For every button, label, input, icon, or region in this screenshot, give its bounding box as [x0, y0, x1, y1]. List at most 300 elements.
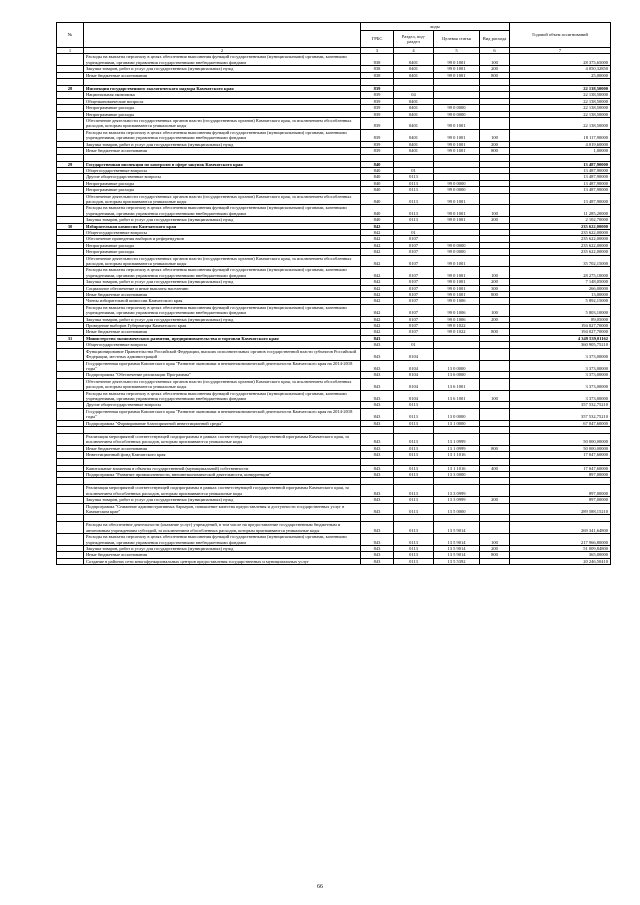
- row-grbs-cell: 843: [361, 360, 394, 372]
- row-name-cell: Обеспечение деятельности государственных органов власти (государственных органов) Камчатского края, за исключением обособленных расходов, которым присваиваются уникальные коды: [84, 193, 361, 205]
- row-name-cell: Непрограммные расходы: [84, 242, 361, 248]
- row-razdel-cell: 0107: [394, 323, 434, 329]
- row-cs-cell: 99 0 0000: [434, 242, 480, 248]
- row-cs-cell: 13 0 0000: [434, 360, 480, 372]
- row-num-cell: [57, 118, 84, 130]
- row-vr-cell: 200: [480, 141, 510, 147]
- budget-table-sheet: [56, 22, 610, 565]
- row-name-cell: Инвестиционный фонд Камчатского края: [84, 452, 361, 458]
- row-amount-cell: 13,00000: [510, 292, 611, 298]
- table-row: [57, 558, 611, 564]
- row-cs-cell: 99 0 1022: [434, 329, 480, 335]
- row-amount-cell: 289 588,15210: [510, 503, 611, 515]
- row-razdel-cell: 0113: [394, 452, 434, 458]
- row-name-cell: Иные бюджетные ассигнования: [84, 292, 361, 298]
- row-vr-cell: [480, 485, 510, 497]
- row-name-cell: Общегосударственные вопросы: [84, 167, 361, 173]
- row-name-cell: Закупка товаров, работ и услуг для государственных (муниципальных) нужд: [84, 316, 361, 322]
- row-amount-cell: 897,00000: [510, 472, 611, 478]
- row-name-cell: Подпрограмма "Формирование благоприятной инвестиционной среды": [84, 420, 361, 426]
- row-amount-cell: 13 487,90000: [510, 180, 611, 186]
- row-grbs-cell: 843: [361, 546, 394, 552]
- row-razdel-cell: 0401: [394, 111, 434, 117]
- row-num-cell: [57, 515, 84, 522]
- row-name-cell: Обеспечение деятельности государственных органов власти (государственных органов) Камчатского края, за исключением обособленных расходов, которым присваиваются уникальные коды: [84, 378, 361, 390]
- row-vr-cell: 800: [480, 552, 510, 558]
- row-razdel-cell: [394, 154, 434, 161]
- row-name-cell: [84, 515, 361, 522]
- row-razdel-cell: 0113: [394, 465, 434, 471]
- row-name-cell: Инспекция государственного экологического надзора Камчатского края: [84, 86, 361, 92]
- row-razdel-cell: 0113: [394, 445, 434, 451]
- row-amount-cell: 897,00000: [510, 485, 611, 497]
- row-grbs-cell: 839: [361, 92, 394, 98]
- header-name: Наименование: [84, 23, 361, 48]
- row-razdel-cell: 0113: [394, 522, 434, 534]
- row-name-cell: Расходы на выплаты персоналу в целях обеспечения выполнения функций государственными (муниципальными) органами, казенными учреждениями, органами управления государственными внебюджетными фондами: [84, 205, 361, 217]
- row-name-cell: Закупка товаров, работ и услуг для государственных (муниципальных) нужд: [84, 217, 361, 223]
- row-amount-cell: 4 019,60000: [510, 141, 611, 147]
- row-cs-cell: [434, 426, 480, 433]
- row-name-cell: Национальная экономика: [84, 92, 361, 98]
- row-grbs-cell: 842: [361, 292, 394, 298]
- row-cs-cell: [434, 515, 480, 522]
- table-row: [57, 515, 611, 522]
- row-vr-cell: 800: [480, 148, 510, 154]
- row-razdel-cell: 0107: [394, 292, 434, 298]
- row-grbs-cell: 843: [361, 342, 394, 348]
- row-grbs-cell: 843: [361, 522, 394, 534]
- row-amount-cell: 235 622,00000: [510, 229, 611, 235]
- row-amount-cell: 3 373,00000: [510, 372, 611, 378]
- row-razdel-cell: 0104: [394, 378, 434, 390]
- row-cs-cell: 13 3 0000: [434, 472, 480, 478]
- row-name-cell: Непрограммные расходы: [84, 111, 361, 117]
- row-amount-cell: 357 532,75210: [510, 408, 611, 420]
- row-amount-cell: 20 246,50410: [510, 558, 611, 564]
- table-row: [57, 503, 611, 515]
- row-grbs-cell: 843: [361, 433, 394, 445]
- row-name-cell: Реализация мероприятий соответствующей подпрограммы в рамках соответствующей государственной программы Камчатского края, за исключением обособленных расходов, которым присваиваются уникальные коды: [84, 485, 361, 497]
- row-amount-cell: 235 622,00000: [510, 236, 611, 242]
- row-vr-cell: 200: [480, 279, 510, 285]
- row-grbs-cell: [361, 458, 394, 465]
- row-num-cell: [57, 534, 84, 546]
- row-name-cell: Расходы на выплаты персоналу в целях обеспечения выполнения функций государственными (муниципальными) органами, казенными учреждениями, органами управления государственными внебюджетными фондами: [84, 129, 361, 141]
- row-grbs-cell: 840: [361, 193, 394, 205]
- row-grbs-cell: 843: [361, 465, 394, 471]
- row-razdel-cell: 0401: [394, 72, 434, 78]
- row-amount-cell: 365,00000: [510, 552, 611, 558]
- row-vr-cell: [480, 522, 510, 534]
- row-name-cell: Подпрограмма "Обеспечение реализации Программы": [84, 372, 361, 378]
- row-grbs-cell: 842: [361, 298, 394, 304]
- row-grbs-cell: 843: [361, 552, 394, 558]
- table-row: [57, 54, 611, 66]
- table-row: [57, 348, 611, 360]
- row-amount-cell: 17 047,60000: [510, 452, 611, 458]
- row-amount-cell: [510, 478, 611, 485]
- row-grbs-cell: 839: [361, 111, 394, 117]
- table-row: [57, 118, 611, 130]
- row-name-cell: Закупка товаров, работ и услуг для государственных (муниципальных) нужд: [84, 546, 361, 552]
- row-grbs-cell: 842: [361, 223, 394, 229]
- row-amount-cell: 11 285,20000: [510, 205, 611, 217]
- row-amount-cell: 22 138,50000: [510, 92, 611, 98]
- row-num-cell: [57, 255, 84, 267]
- row-razdel-cell: 0113: [394, 546, 434, 552]
- row-name-cell: Расходы на выплаты персоналу в целях обеспечения выполнения функций государственными (муниципальными) органами, казенными учреждениями, органами управления государственными внебюджетными фондами: [84, 54, 361, 66]
- row-cs-cell: 13 1 1016: [434, 465, 480, 471]
- row-amount-cell: 67 047,60000: [510, 420, 611, 426]
- row-amount-cell: 17 047,60000: [510, 465, 611, 471]
- row-grbs-cell: [361, 515, 394, 522]
- row-name-cell: [84, 426, 361, 433]
- row-razdel-cell: 0113: [394, 217, 434, 223]
- row-vr-cell: [480, 478, 510, 485]
- row-razdel-cell: 0401: [394, 129, 434, 141]
- row-cs-cell: 99 0 0000: [434, 180, 480, 186]
- row-name-cell: Общегосударственные вопросы: [84, 229, 361, 235]
- row-vr-cell: [480, 193, 510, 205]
- row-grbs-cell: 842: [361, 323, 394, 329]
- row-amount-cell: 3 373,00000: [510, 378, 611, 390]
- colnum: 4: [394, 48, 434, 54]
- row-name-cell: Государственная инспекция по контролю в сфере закупок Камчатского края: [84, 161, 361, 167]
- row-grbs-cell: 842: [361, 316, 394, 322]
- row-cs-cell: 99 0 1001: [434, 292, 480, 298]
- row-grbs-cell: 839: [361, 141, 394, 147]
- table-row: [57, 390, 611, 402]
- row-amount-cell: [510, 515, 611, 522]
- row-num-cell: [57, 458, 84, 465]
- row-num-cell: [57, 485, 84, 497]
- row-amount-cell: 22 138,50000: [510, 98, 611, 104]
- row-amount-cell: 266,00000: [510, 285, 611, 291]
- row-cs-cell: 99 0 1001: [434, 118, 480, 130]
- row-grbs-cell: 843: [361, 558, 394, 564]
- row-name-cell: Проведение выборов Губернатора Камчатского края: [84, 323, 361, 329]
- table-row: [57, 408, 611, 420]
- row-name-cell: Подпрограмма "Снижение административных барьеров, повышение качества предоставления и доступности государственных услуг в Камчатском крае": [84, 503, 361, 515]
- row-cs-cell: [434, 154, 480, 161]
- row-grbs-cell: 842: [361, 236, 394, 242]
- row-vr-cell: 100: [480, 129, 510, 141]
- row-grbs-cell: 843: [361, 503, 394, 515]
- row-cs-cell: 13 1 0999: [434, 433, 480, 445]
- row-amount-cell: 50 000,00000: [510, 433, 611, 445]
- row-num-cell: [57, 433, 84, 445]
- row-name-cell: Реализация мероприятий соответствующей подпрограммы в рамках соответствующей государственной программы Камчатского края, за исключением обособленных расходов, которым присваиваются уникальные коды: [84, 433, 361, 445]
- row-amount-cell: 360 905,75210: [510, 342, 611, 348]
- row-cs-cell: 99 0 1001: [434, 193, 480, 205]
- row-name-cell: Общеэкономические вопросы: [84, 98, 361, 104]
- row-razdel-cell: 0401: [394, 66, 434, 72]
- row-grbs-cell: 843: [361, 335, 394, 341]
- header-num: №: [57, 23, 84, 48]
- row-amount-cell: 235 622,00000: [510, 249, 611, 255]
- row-razdel-cell: 0107: [394, 249, 434, 255]
- row-grbs-cell: 840: [361, 161, 394, 167]
- row-amount-cell: 3 373,00000: [510, 390, 611, 402]
- row-razdel-cell: 0113: [394, 174, 434, 180]
- row-razdel-cell: 0107: [394, 279, 434, 285]
- row-grbs-cell: 842: [361, 279, 394, 285]
- row-razdel-cell: 01: [394, 229, 434, 235]
- table-row: [57, 255, 611, 267]
- page-number: 66: [317, 884, 323, 890]
- row-name-cell: Закупка товаров, работ и услуг для государственных (муниципальных) нужд: [84, 141, 361, 147]
- row-razdel-cell: 0104: [394, 348, 434, 360]
- row-amount-cell: 194 027,70000: [510, 329, 611, 335]
- row-razdel-cell: 0107: [394, 242, 434, 248]
- row-razdel-cell: 0113: [394, 408, 434, 420]
- table-row: [57, 478, 611, 485]
- row-amount-cell: 897,00000: [510, 497, 611, 503]
- table-row: [57, 433, 611, 445]
- row-name-cell: [84, 154, 361, 161]
- colnum: 7: [510, 48, 611, 54]
- row-grbs-cell: 840: [361, 205, 394, 217]
- row-razdel-cell: 0107: [394, 267, 434, 279]
- table-row: [57, 378, 611, 390]
- colnum: 3: [361, 48, 394, 54]
- row-grbs-cell: 843: [361, 472, 394, 478]
- table-row: [57, 129, 611, 141]
- row-amount-cell: 13 487,90000: [510, 193, 611, 205]
- row-razdel-cell: [394, 458, 434, 465]
- row-cs-cell: [434, 478, 480, 485]
- row-vr-cell: [480, 433, 510, 445]
- row-cs-cell: 99 0 1001: [434, 255, 480, 267]
- table-row: [57, 458, 611, 465]
- row-vr-cell: 200: [480, 546, 510, 552]
- row-vr-cell: 100: [480, 205, 510, 217]
- row-razdel-cell: 0107: [394, 255, 434, 267]
- row-cs-cell: 13 0 0000: [434, 408, 480, 420]
- row-cs-cell: 13 3 0999: [434, 497, 480, 503]
- row-cs-cell: 13 5 0000: [434, 503, 480, 515]
- row-vr-cell: [480, 378, 510, 390]
- row-grbs-cell: 843: [361, 497, 394, 503]
- row-grbs-cell: 839: [361, 148, 394, 154]
- row-cs-cell: 99 0 1001: [434, 129, 480, 141]
- row-vr-cell: [480, 515, 510, 522]
- row-cs-cell: 99 0 1006: [434, 298, 480, 304]
- colnum: 6: [480, 48, 510, 54]
- row-amount-cell: 5 803,10000: [510, 304, 611, 316]
- row-name-cell: Расходы на выплаты персоналу в целях обеспечения выполнения функций государственными (муниципальными) органами, казенными учреждениями, органами управления государственными внебюджетными фондами: [84, 390, 361, 402]
- row-name-cell: Создание в районах сети многофункциональных центров предоставления государственных и муниципальных услуг: [84, 558, 361, 564]
- row-vr-cell: [480, 348, 510, 360]
- row-num-cell: [57, 378, 84, 390]
- row-num-cell: 31: [57, 335, 84, 341]
- row-name-cell: Иные бюджетные ассигнования: [84, 329, 361, 335]
- row-vr-cell: 100: [480, 54, 510, 66]
- row-name-cell: Обеспечение деятельности государственных органов власти (государственных органов) Камчатского края, за исключением обособленных расходов, которым присваиваются уникальные коды: [84, 255, 361, 267]
- table-row: [57, 193, 611, 205]
- row-name-cell: Государственная программа Камчатского края "Развитие экономики и внешнеэкономической деятельности Камчатского края на 2014-2018 годы": [84, 408, 361, 420]
- row-grbs-cell: [361, 426, 394, 433]
- row-grbs-cell: 840: [361, 167, 394, 173]
- row-cs-cell: 99 0 1001: [434, 267, 480, 279]
- row-amount-cell: 22 138,50000: [510, 118, 611, 130]
- row-vr-cell: 200: [480, 66, 510, 72]
- row-cs-cell: 99 0 1001: [434, 285, 480, 291]
- header-kody: коды: [361, 23, 510, 31]
- row-amount-cell: 7 148,05000: [510, 279, 611, 285]
- row-num-cell: [57, 503, 84, 515]
- row-grbs-cell: 840: [361, 217, 394, 223]
- row-grbs-cell: 840: [361, 187, 394, 193]
- row-grbs-cell: [361, 154, 394, 161]
- row-grbs-cell: 842: [361, 229, 394, 235]
- row-amount-cell: 35 702,15000: [510, 255, 611, 267]
- row-cs-cell: [434, 458, 480, 465]
- row-grbs-cell: 843: [361, 390, 394, 402]
- row-cs-cell: 99 0 0000: [434, 105, 480, 111]
- row-cs-cell: 99 0 1022: [434, 323, 480, 329]
- row-vr-cell: 100: [480, 390, 510, 402]
- row-vr-cell: 800: [480, 72, 510, 78]
- row-grbs-cell: 843: [361, 420, 394, 426]
- row-num-cell: [57, 348, 84, 360]
- row-num-cell: [57, 79, 84, 86]
- row-amount-cell: 50 000,00000: [510, 445, 611, 451]
- row-amount-cell: [510, 79, 611, 86]
- row-num-cell: [57, 154, 84, 161]
- row-num-cell: [57, 558, 84, 564]
- row-razdel-cell: 01: [394, 342, 434, 348]
- row-razdel-cell: 01: [394, 167, 434, 173]
- row-razdel-cell: 0113: [394, 485, 434, 497]
- row-cs-cell: 13 5 9014: [434, 534, 480, 546]
- row-cs-cell: 13 1 0999: [434, 445, 480, 451]
- row-name-cell: Государственная программа Камчатского края "Развитие экономики и внешнеэкономической деятельности Камчатского края на 2014-2018 годы": [84, 360, 361, 372]
- row-vr-cell: 100: [480, 534, 510, 546]
- row-vr-cell: [480, 154, 510, 161]
- row-cs-cell: [434, 348, 480, 360]
- row-cs-cell: 99 0 1001: [434, 141, 480, 147]
- table-row: [57, 485, 611, 497]
- row-name-cell: Непрограммные расходы: [84, 180, 361, 186]
- row-vr-cell: 200: [480, 497, 510, 503]
- header-total: Годовой объем ассигнований: [510, 23, 611, 48]
- row-razdel-cell: 0104: [394, 390, 434, 402]
- row-razdel-cell: 0113: [394, 187, 434, 193]
- row-grbs-cell: 839: [361, 86, 394, 92]
- row-name-cell: Другие общегосударственные вопросы: [84, 402, 361, 408]
- row-razdel-cell: 0401: [394, 118, 434, 130]
- row-grbs-cell: 838: [361, 54, 394, 66]
- row-razdel-cell: 0113: [394, 402, 434, 408]
- row-grbs-cell: 843: [361, 485, 394, 497]
- row-vr-cell: 200: [480, 316, 510, 322]
- row-amount-cell: [510, 458, 611, 465]
- row-razdel-cell: 0113: [394, 180, 434, 186]
- row-amount-cell: 5 892,15000: [510, 298, 611, 304]
- row-num-cell: 28: [57, 86, 84, 92]
- row-num-cell: 30: [57, 223, 84, 229]
- row-amount-cell: 4 349 539,01162: [510, 335, 611, 341]
- row-amount-cell: 22 138,50000: [510, 111, 611, 117]
- row-name-cell: [84, 478, 361, 485]
- row-name-cell: Расходы на выплаты персоналу в целях обеспечения выполнения функций государственными (муниципальными) органами, казенными учреждениями, органами управления государственными внебюджетными фондами: [84, 267, 361, 279]
- row-razdel-cell: 0401: [394, 141, 434, 147]
- row-cs-cell: 99 0 1001: [434, 217, 480, 223]
- row-razdel-cell: 0113: [394, 472, 434, 478]
- row-razdel-cell: 0104: [394, 360, 434, 372]
- row-razdel-cell: 0113: [394, 420, 434, 426]
- row-amount-cell: 217 966,80000: [510, 534, 611, 546]
- row-cs-cell: 13 6 1001: [434, 378, 480, 390]
- table-row: [57, 304, 611, 316]
- row-grbs-cell: 842: [361, 249, 394, 255]
- row-amount-cell: 22 138,50000: [510, 105, 611, 111]
- row-vr-cell: [480, 408, 510, 420]
- row-cs-cell: 99 0 1001: [434, 205, 480, 217]
- row-amount-cell: 13 487,90000: [510, 161, 611, 167]
- row-grbs-cell: [361, 79, 394, 86]
- row-amount-cell: 25,00000: [510, 72, 611, 78]
- row-vr-cell: 200: [480, 217, 510, 223]
- row-vr-cell: [480, 255, 510, 267]
- row-razdel-cell: 0401: [394, 98, 434, 104]
- row-num-cell: [57, 267, 84, 279]
- row-cs-cell: 13 5 5392: [434, 558, 480, 564]
- row-amount-cell: 3 373,00000: [510, 360, 611, 372]
- row-grbs-cell: 843: [361, 534, 394, 546]
- row-grbs-cell: 839: [361, 118, 394, 130]
- row-razdel-cell: 0113: [394, 433, 434, 445]
- row-vr-cell: [480, 360, 510, 372]
- table-row: [57, 267, 611, 279]
- row-razdel-cell: 0401: [394, 148, 434, 154]
- row-name-cell: Функционирование Правительства Российской Федерации, высших исполнительных органов государственной власти субъектов Российской Федерации, местных администраций: [84, 348, 361, 360]
- row-cs-cell: 13 5 9014: [434, 546, 480, 552]
- row-grbs-cell: 842: [361, 329, 394, 335]
- row-name-cell: Иные бюджетные ассигнования: [84, 552, 361, 558]
- row-cs-cell: 99 0 1001: [434, 72, 480, 78]
- row-name-cell: Расходы на выплаты персоналу в целях обеспечения выполнения функций государственными (муниципальными) органами, казенными учреждениями, органами управления государственными внебюджетными фондами: [84, 304, 361, 316]
- row-vr-cell: 800: [480, 292, 510, 298]
- row-vr-cell: 100: [480, 267, 510, 279]
- row-num-cell: [57, 478, 84, 485]
- row-razdel-cell: 0107: [394, 316, 434, 322]
- row-razdel-cell: [394, 426, 434, 433]
- row-grbs-cell: [361, 478, 394, 485]
- row-vr-cell: [480, 458, 510, 465]
- row-name-cell: Закупка товаров, работ и услуг для государственных (муниципальных) нужд: [84, 66, 361, 72]
- row-vr-cell: 400: [480, 465, 510, 471]
- row-amount-cell: 269 341,64800: [510, 522, 611, 534]
- table-row: [57, 205, 611, 217]
- row-cs-cell: 99 0 0000: [434, 111, 480, 117]
- row-amount-cell: 1,00000: [510, 148, 611, 154]
- row-grbs-cell: 842: [361, 267, 394, 279]
- row-amount-cell: 13 487,90000: [510, 187, 611, 193]
- row-vr-cell: [480, 118, 510, 130]
- row-amount-cell: 2 102,70000: [510, 217, 611, 223]
- row-name-cell: Члены избирательной комиссии Камчатского края: [84, 298, 361, 304]
- row-grbs-cell: 838: [361, 66, 394, 72]
- row-amount-cell: 51 009,84800: [510, 546, 611, 552]
- row-razdel-cell: 04: [394, 92, 434, 98]
- table-row: [57, 154, 611, 161]
- row-name-cell: Избирательная комиссия Камчатского края: [84, 223, 361, 229]
- row-razdel-cell: 0113: [394, 534, 434, 546]
- row-grbs-cell: 843: [361, 402, 394, 408]
